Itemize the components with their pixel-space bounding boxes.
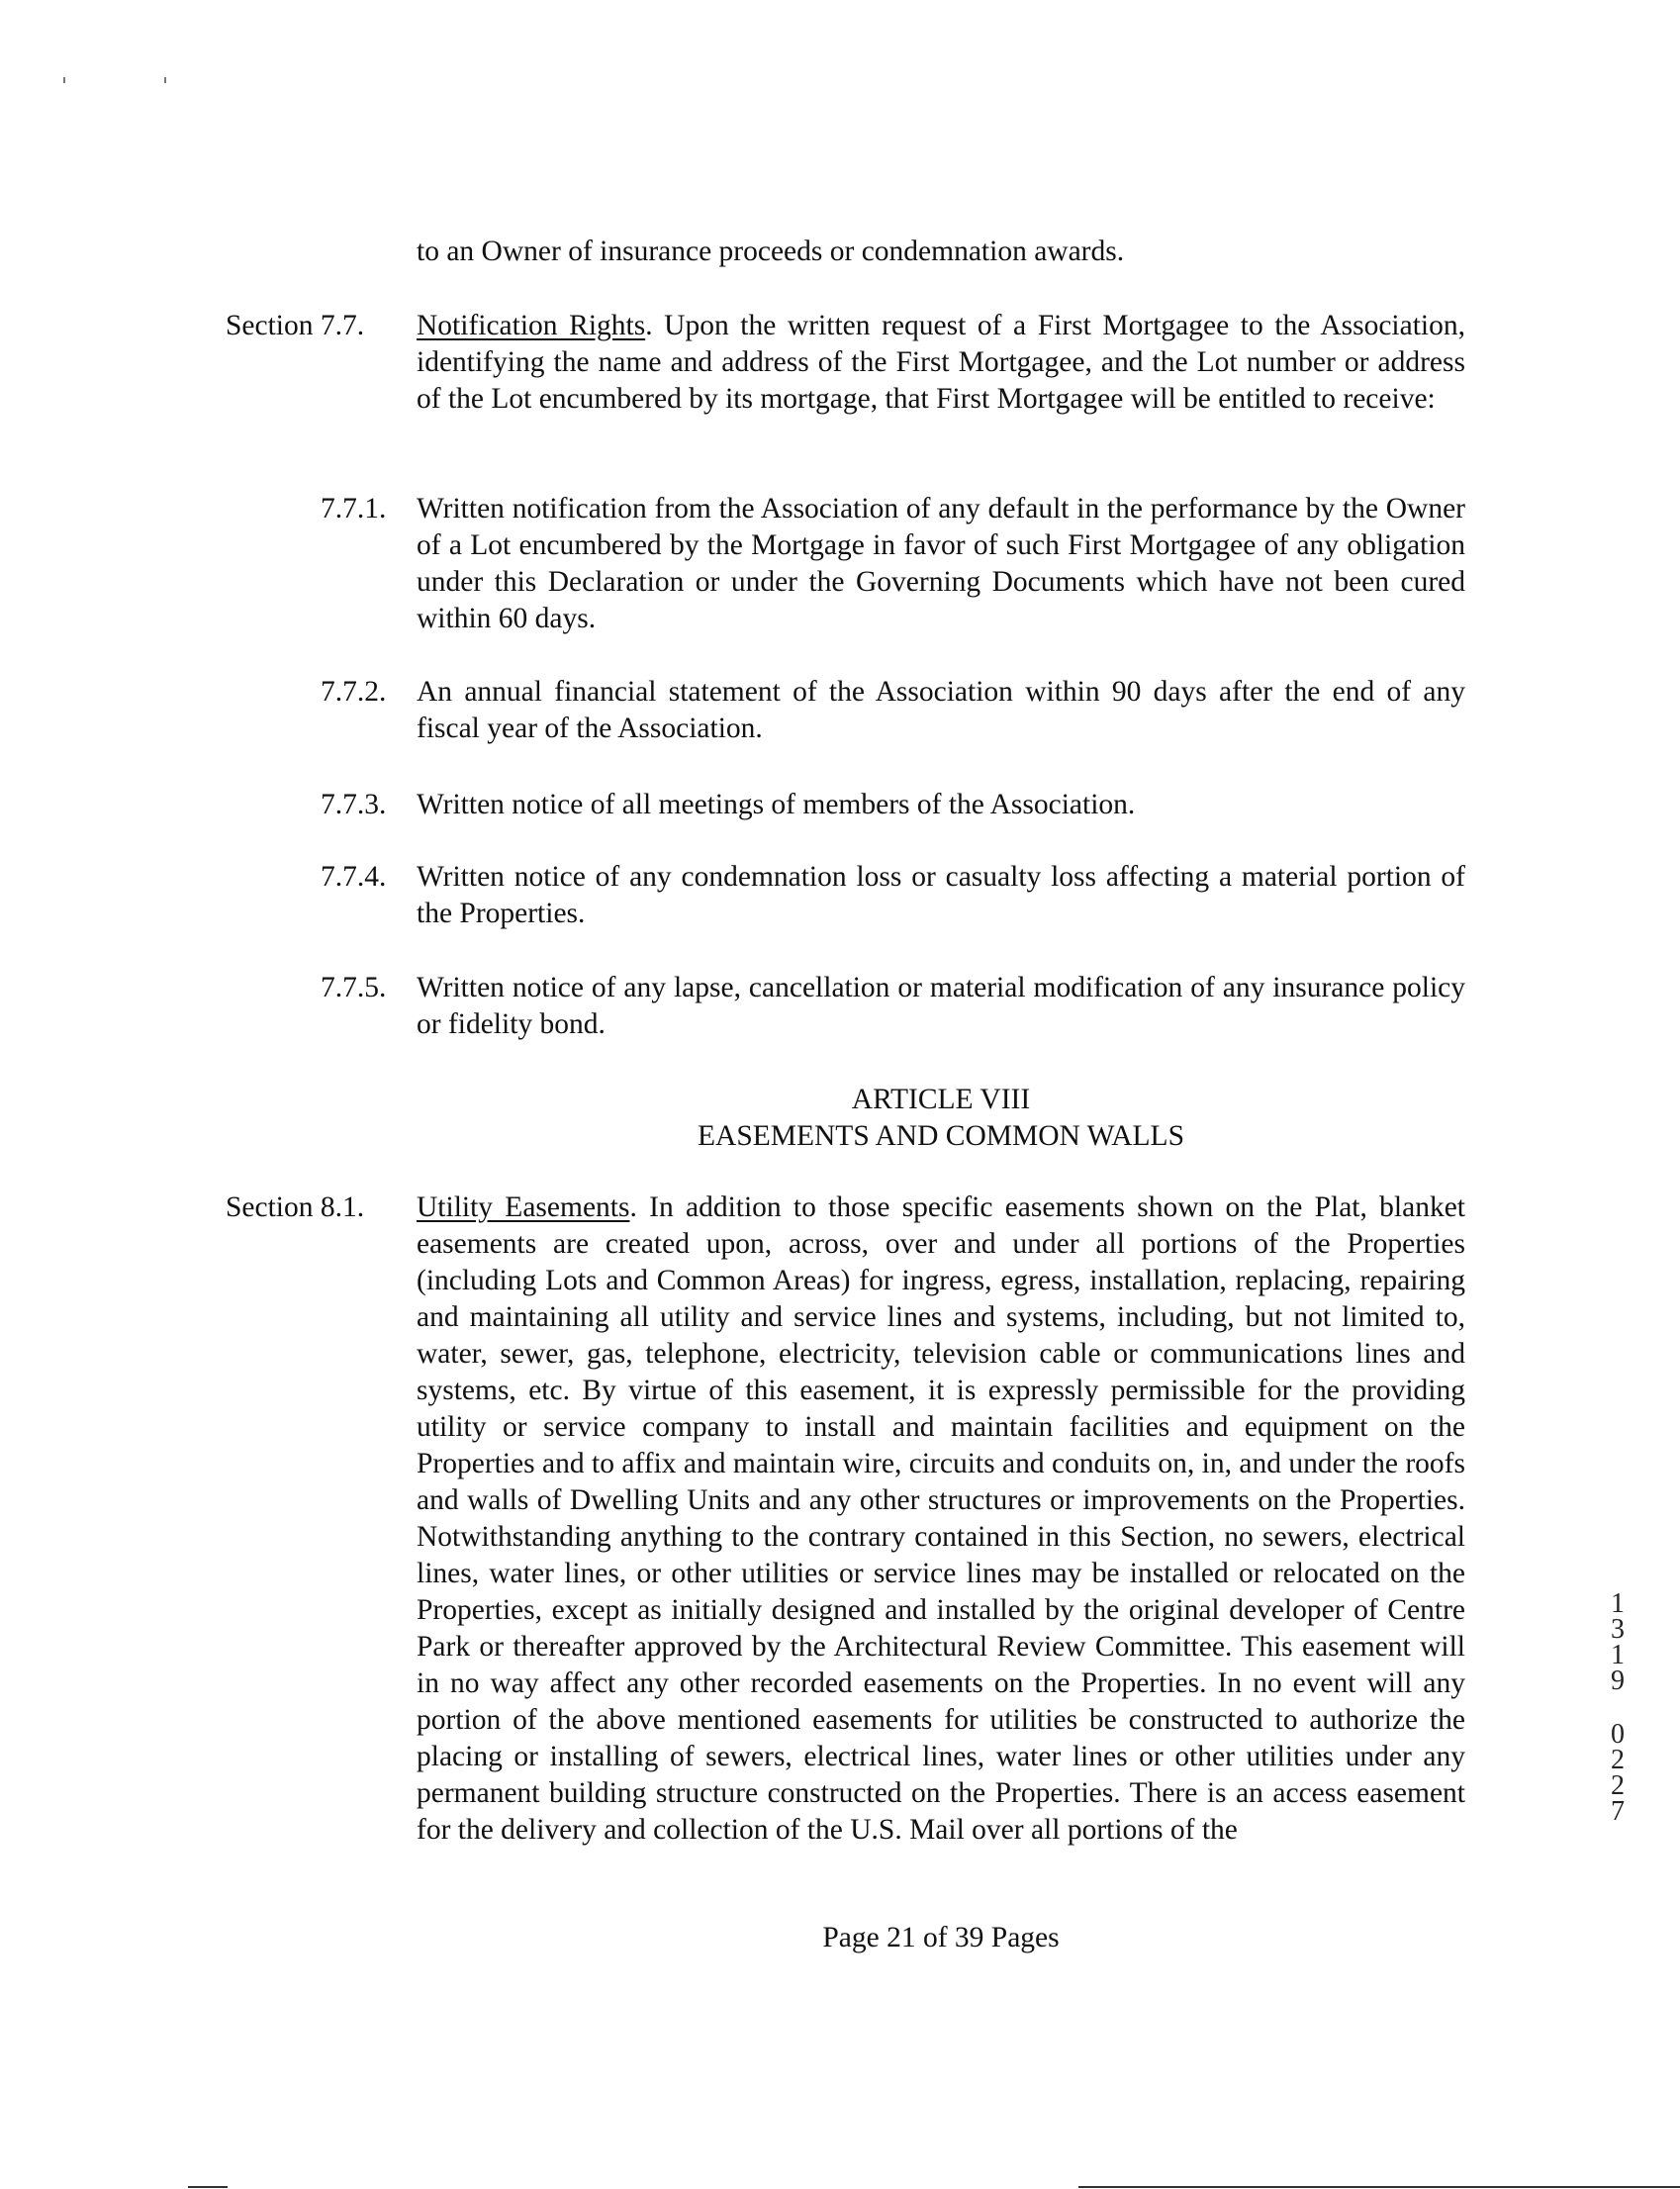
article-title: EASEMENTS AND COMMON WALLS: [698, 1120, 1184, 1152]
item-number: 7.7.5.: [321, 972, 387, 1003]
item-number: 7.7.2.: [321, 676, 387, 708]
stamp-book-number: [1603, 1588, 1633, 1696]
continuation-paragraph: to an Owner of insurance proceeds or condemnation awards.: [417, 236, 1125, 267]
page-footer: Page 21 of 39 Pages: [822, 1922, 1060, 1953]
stamp-page-number: [1603, 1719, 1633, 1827]
item-text: Written notice of all meetings of members of the Association.: [417, 789, 1136, 820]
stamp-digit: 2: [1611, 1770, 1625, 1801]
scan-mark: [164, 77, 166, 83]
recording-stamp: [1603, 1588, 1633, 1827]
scan-mark: [63, 77, 65, 83]
stamp-digit: 2: [1611, 1745, 1625, 1775]
item-text: Written notice of any lapse, cancellation or material modification of any insurance policy or fidelity bond.: [417, 972, 1465, 1040]
section-label: Section 8.1.: [226, 1191, 365, 1223]
stamp-digit: 0: [1611, 1719, 1625, 1750]
item-number: 7.7.3.: [321, 789, 387, 820]
article-number: ARTICLE VIII: [851, 1084, 1031, 1115]
stamp-digit: 1: [1611, 1588, 1625, 1619]
stamp-digit: 3: [1611, 1614, 1625, 1645]
section-text: . In addition to those specific easements shown on the Plat, blanket easements are created upon, across, over and under all portions of the Properties (including Lots and Common Areas) for ingress, egress, installation, replacing, repairing and maintaining all utility and service lines and systems, including, but not limited to, water, sewer, gas, telephone, electricity, television cable or communications lines and systems, etc. By virtue of this easement, it is expressly permissible for the providing utility or service company to install and maintain facilities and equipment on the Properties and to affix and maintain wire, circuits and conduits on, in, and under the roofs and walls of Dwelling Units and any other structures or improvements on the Properties. Notwithstanding anything to the contrary contained in this Section, no sewers, electrical lines, water lines, or other utilities or service lines may be installed or relocated on the Properties, except as initially designed and installed by the original developer of Centre Park or thereafter approved by the Architectural Review Committee. This easement will in no way affect any other recorded easements on the Properties. In no event will any portion of the above mentioned easements for utilities be constructed to authorize the placing or installing of sewers, electrical lines, water lines or other utilities under any permanent building structure constructed on the Properties. There is an access easement for the delivery and collection of the U.S. Mail over all portions of the: [417, 1191, 1465, 1846]
bottom-rule: [1078, 2186, 1680, 2188]
stamp-digit: 1: [1611, 1640, 1625, 1670]
section-title: Utility Easements: [417, 1191, 630, 1223]
item-number: 7.7.1.: [321, 493, 387, 524]
item-number: 7.7.4.: [321, 861, 387, 893]
section-body: [417, 1190, 1465, 1849]
section-label: Section 7.7.: [226, 310, 365, 341]
item-text: Written notification from the Association of any default in the performance by the Owner of a Lot encumbered by the Mortgage in favor of such First Mortgagee of any obligation under this Declaration or under the Governing Documents which have not been cured within 60 days.: [417, 493, 1465, 634]
stamp-digit: 7: [1611, 1796, 1625, 1827]
section-text: . Upon the written request of a First Mortgagee to the Association, identifying the name and address of the First Mortgagee, and the Lot number or address of the Lot encumbered by its mortgage, that First Mortgagee will be entitled to receive:: [417, 310, 1465, 415]
section-title: Notification Rights: [417, 310, 646, 341]
bottom-rule: [188, 2186, 228, 2188]
section-body: [417, 308, 1465, 418]
item-text: An annual financial statement of the Association within 90 days after the end of any fiscal year of the Association.: [417, 676, 1465, 744]
stamp-digit: 9: [1611, 1666, 1625, 1696]
item-text: Written notice of any condemnation loss or casualty loss affecting a material portion of the Properties.: [417, 861, 1465, 929]
